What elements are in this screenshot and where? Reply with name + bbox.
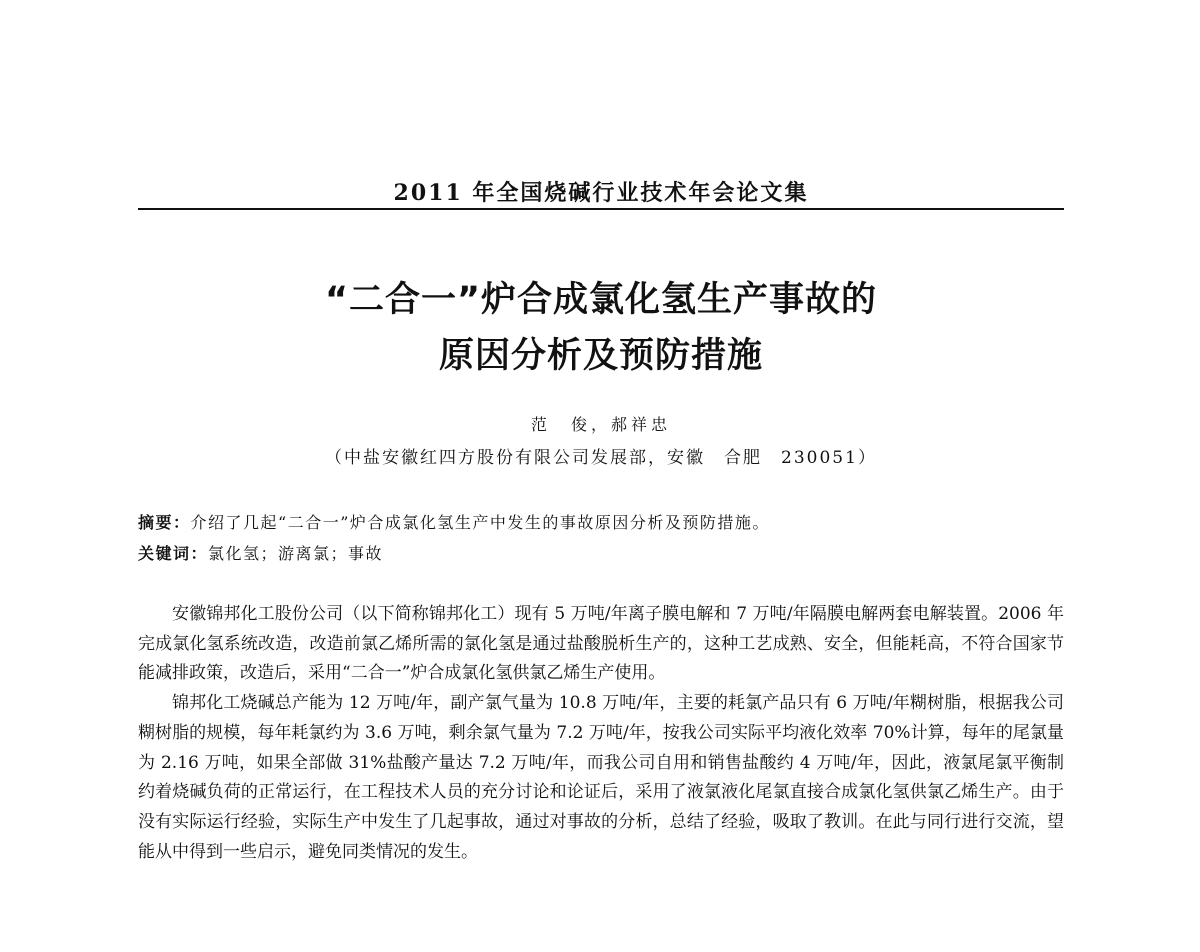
running-head: 2011 年全国烧碱行业技术年会论文集 — [393, 180, 809, 206]
abstract — [138, 510, 1064, 533]
body-paragraph: 锦邦化工烧碱总产能为 12 万吨/年，副产氯气量为 10.8 万吨/年，主要的耗氯产品只有 6 万吨/年糊树脂，根据我公司糊树脂的规模，每年耗氯约为 3.6 万吨，剩余氯气量为 7.2 万吨/年，按我公司实际平均液化效率 70%计算，每年的尾氯量为 2.16 万吨，如果全部做 31%盐酸产量达 7.2 万吨/年，而我公司自用和销售盐酸约 4 万吨/年，因此，液氯尾氯平衡制约着烧碱负荷的正常运行，在工程技术人员的充分讨论和论证后，采用了液氯液化尾氯直接合成氯化氢供氯乙烯生产。由于没有实际运行经验，实际生产中发生了几起事故，通过对事故的分析，总结了经验，吸取了教训。在此与同行进行交流，望能从中得到一些启示，避免同类情况的发生。 — [138, 693, 1064, 862]
header-rule — [138, 208, 1064, 210]
author-list: 范 俊，郝祥忠 — [530, 415, 671, 434]
keywords-text: 氯化氢；游离氯；事故 — [208, 544, 384, 563]
article-title-line-1: “二合一”炉合成氯化氢生产事故的 — [324, 280, 877, 320]
abstract-text: 介绍了几起“二合一”炉合成氯化氢生产中发生的事故原因分析及预防措施。 — [190, 513, 770, 532]
keywords — [138, 541, 1064, 564]
body-text — [138, 600, 1064, 867]
article-title-line-2: 原因分析及预防措施 — [438, 336, 763, 376]
affiliation: （中盐安徽红四方股份有限公司发展部，安徽 合肥 230051） — [325, 448, 877, 468]
body-paragraph: 安徽锦邦化工股份公司（以下简称锦邦化工）现有 5 万吨/年离子膜电解和 7 万吨/年隔膜电解两套电解装置。2006 年完成氯化氢系统改造，改造前氯乙烯所需的氯化氢是通过盐酸脱析生产的，这种工艺成熟、安全，但能耗高，不符合国家节能减排政策，改造后，采用“二合一”炉合成氯化氢供氯乙烯生产使用。 — [138, 604, 1064, 684]
keywords-label: 关键词： — [138, 544, 209, 563]
abstract-label: 摘要： — [138, 513, 191, 532]
